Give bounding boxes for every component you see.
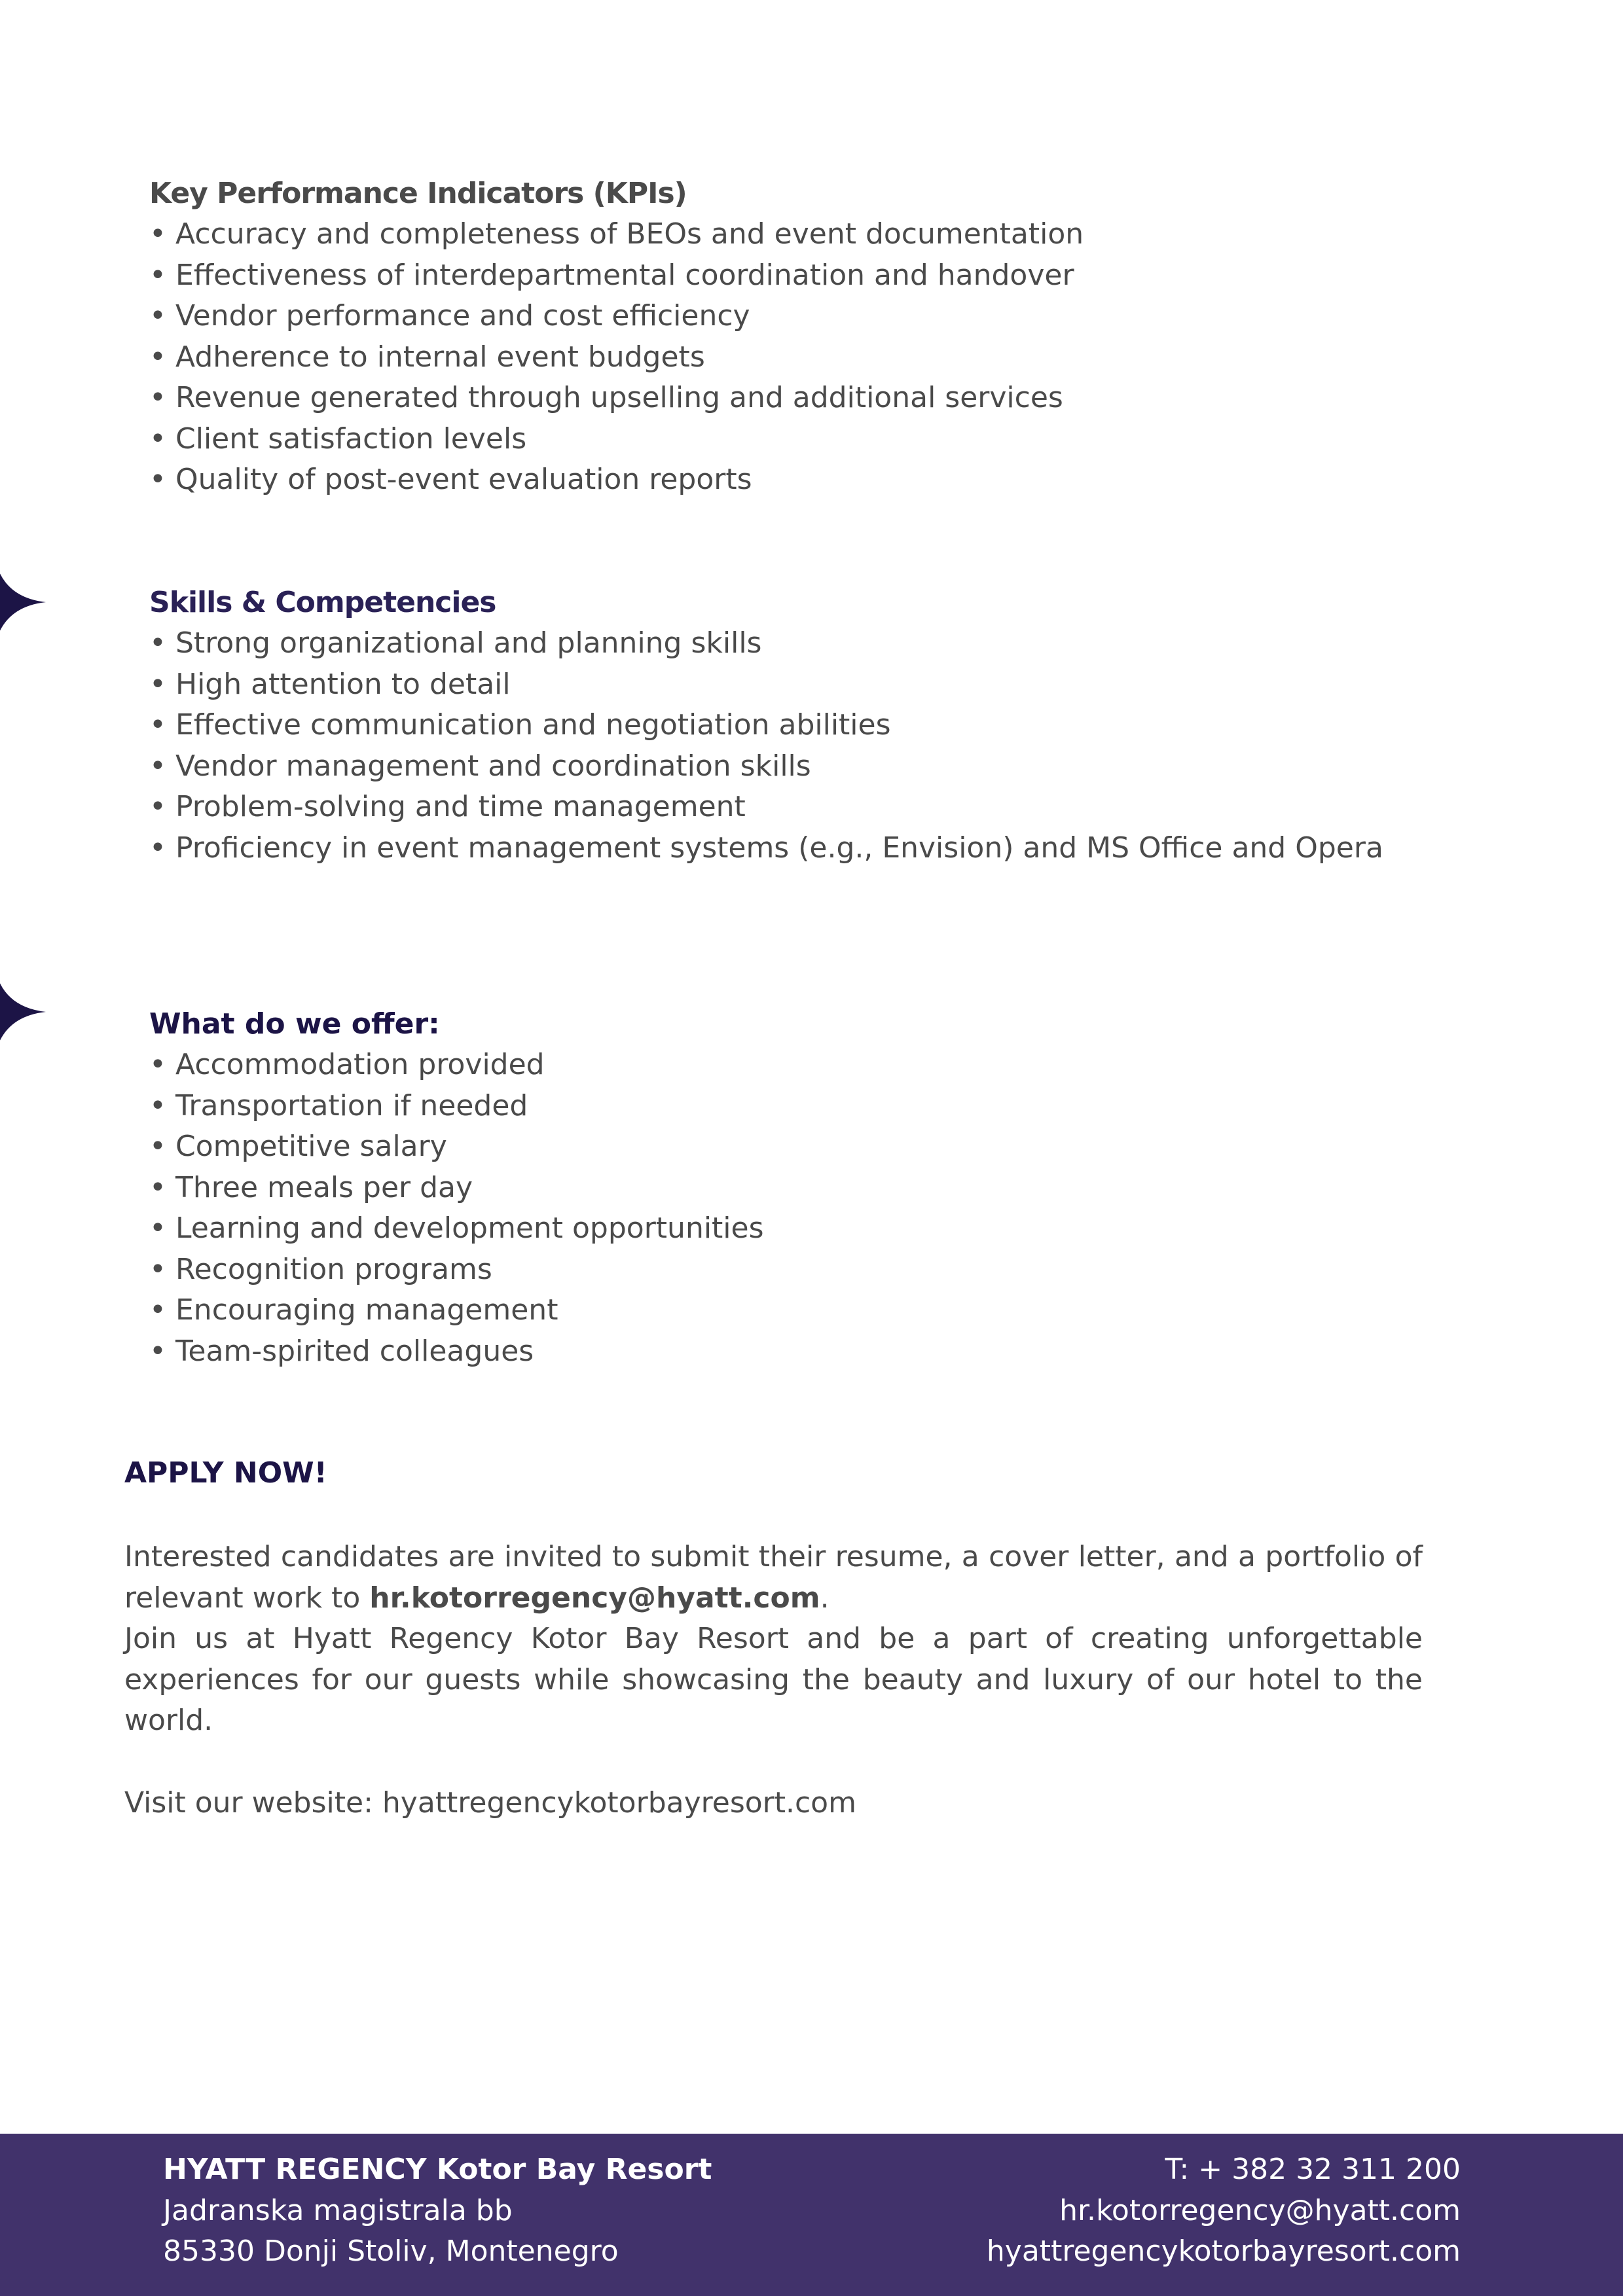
list-item: • Strong organizational and planning skills [149, 623, 1383, 664]
skills-heading: Skills & Competencies [149, 586, 496, 619]
skills-section [149, 583, 1383, 869]
footer [0, 2134, 1623, 2296]
list-item: • Learning and development opportunities [149, 1208, 764, 1249]
offer-list [149, 1045, 764, 1372]
list-item: • Effectiveness of interdepartmental coordination and handover [149, 255, 1084, 296]
list-item: • Accuracy and completeness of BEOs and event documentation [149, 214, 1084, 255]
list-item: • Client satisfaction levels [149, 419, 1084, 460]
apply-intro-end: . [820, 1581, 830, 1615]
list-item: • Encouraging management [149, 1290, 764, 1331]
footer-email-link[interactable]: hr.kotorregency@hyatt.com [1059, 2193, 1461, 2227]
list-item: • Problem-solving and time management [149, 787, 1383, 828]
footer-address-block [163, 2149, 712, 2272]
footer-address-line2: 85330 Donji Stoliv, Montenegro [163, 2234, 619, 2268]
website-link[interactable]: Visit our website: hyattregencykotorbayresort.com [124, 1786, 856, 1820]
list-item: • Adherence to internal event budgets [149, 337, 1084, 378]
apply-intro-text: Interested candidates are invited to submit their resume, a cover letter, and a portfolio of relevant work to [124, 1540, 1423, 1615]
footer-website-link[interactable]: hyattregencykotorbayresort.com [986, 2234, 1461, 2268]
apply-join-paragraph: Join us at Hyatt Regency Kotor Bay Resort and be a part of creating unforgettable experiences for our guests while showcasing the beauty and luxury of our hotel to the world. [124, 1622, 1423, 1737]
list-item: • Three meals per day [149, 1168, 764, 1209]
apply-intro-paragraph [124, 1537, 1423, 1619]
kpis-section [149, 173, 1084, 501]
footer-hotel-name: HYATT REGENCY Kotor Bay Resort [163, 2153, 712, 2186]
kpis-heading: Key Performance Indicators (KPIs) [149, 177, 687, 210]
list-item: • Effective communication and negotiation abilities [149, 705, 1383, 746]
list-item: • Accommodation provided [149, 1045, 764, 1086]
decorative-star-icon [0, 550, 46, 655]
footer-phone[interactable]: T: + 382 32 311 200 [1165, 2153, 1461, 2186]
list-item: • Transportation if needed [149, 1086, 764, 1127]
list-item: • Revenue generated through upselling and additional services [149, 378, 1084, 419]
skills-list [149, 623, 1383, 869]
offer-heading: What do we offer: [149, 1007, 440, 1041]
list-item: • Competitive salary [149, 1126, 764, 1168]
list-item: • Recognition programs [149, 1249, 764, 1291]
list-item: • Proficiency in event management systems (e.g., Envision) and MS Office and Opera [149, 828, 1383, 869]
list-item: • Vendor management and coordination skills [149, 746, 1383, 787]
decorative-star-icon [0, 960, 46, 1064]
offer-section [149, 1004, 764, 1372]
kpis-list [149, 214, 1084, 501]
list-item: • Quality of post-event evaluation reports [149, 459, 1084, 501]
apply-heading: APPLY NOW! [124, 1456, 327, 1490]
list-item: • High attention to detail [149, 664, 1383, 706]
list-item: • Vendor performance and cost efficiency [149, 296, 1084, 337]
list-item: • Team-spirited colleagues [149, 1331, 764, 1372]
footer-contact-block [987, 2149, 1461, 2272]
footer-address-line1: Jadranska magistrala bb [163, 2193, 513, 2227]
apply-email-link[interactable]: hr.kotorregency@hyatt.com [369, 1581, 820, 1615]
